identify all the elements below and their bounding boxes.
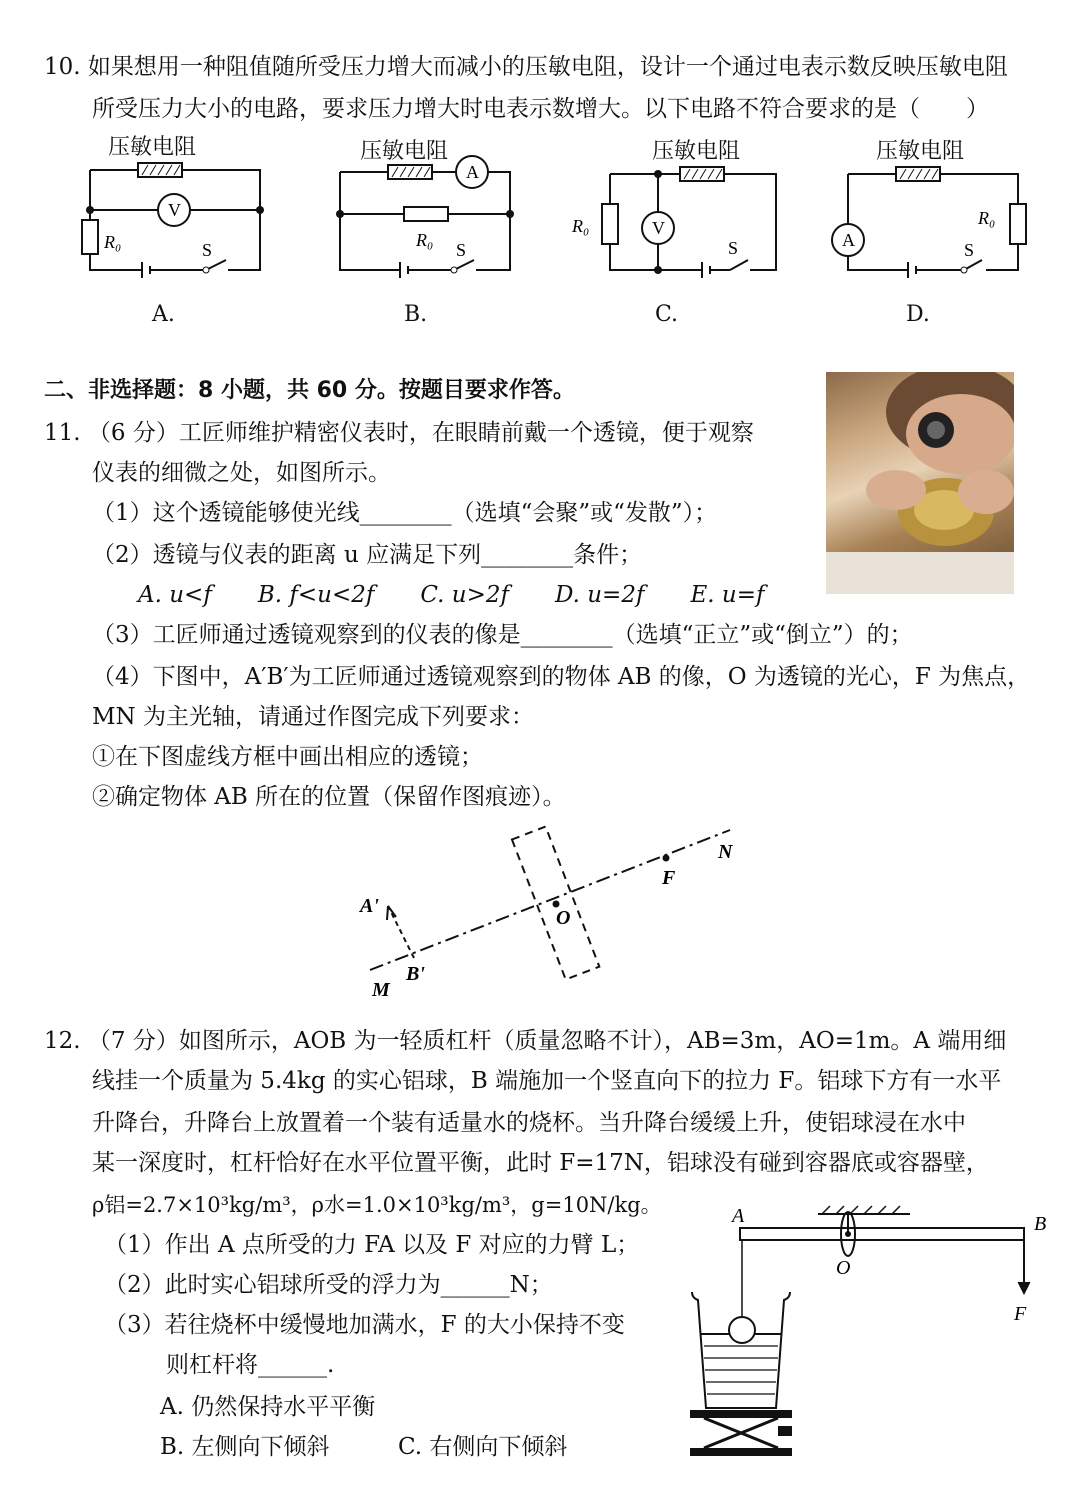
- lens-diagram: [360, 830, 760, 1010]
- circuit-b-diagram: [330, 160, 520, 280]
- switch-s-label: S: [964, 240, 975, 260]
- q12-line3: 升降台，升降台上放置着一个装有适量水的烧杯。当升降台缓缓上升，使铝球浸在水中: [92, 1110, 966, 1136]
- label-b-prime: B': [406, 963, 425, 985]
- option-d: D.: [906, 302, 930, 327]
- switch-s-label: S: [728, 238, 739, 258]
- option-c: C.: [655, 302, 679, 327]
- q12-part1: （1）作出 A 点所受的力 FA 以及 F 对应的力臂 L；: [104, 1232, 640, 1258]
- circuit-d-label: 压敏电阻: [876, 139, 965, 164]
- circuit-c-label: 压敏电阻: [652, 139, 741, 164]
- section-2-title: 二、非选择题：8 小题，共 60 分。按题目要求作答。: [44, 378, 575, 403]
- option-b: B.: [404, 302, 428, 327]
- lever-diagram: [680, 1200, 1070, 1460]
- label-a-prime: A': [360, 895, 379, 917]
- lever-label-f: F: [1014, 1303, 1027, 1325]
- ammeter-a: A: [466, 162, 479, 182]
- circuit-b-label: 压敏电阻: [360, 139, 449, 164]
- q12-part2: （2）此时实心铝球所受的浮力为______N；: [104, 1272, 553, 1298]
- voltmeter-v: V: [652, 218, 665, 238]
- lever-label-b: B: [1034, 1213, 1047, 1235]
- q12-line5: ρ铝=2.7×10³kg/m³，ρ水=1.0×10³kg/m³，g=10N/kg。: [92, 1193, 662, 1217]
- q11-choices: A. u<f B. f<u<2f C. u>2f D. u=2f E. u=f: [138, 582, 765, 608]
- label-o: O: [556, 907, 571, 929]
- q12-option-b: B. 左侧向下倾斜: [160, 1434, 330, 1460]
- circuit-c-diagram: [570, 162, 780, 282]
- circuit-a-diagram: [78, 158, 268, 278]
- label-n: N: [718, 841, 733, 863]
- lever-label-a: A: [732, 1205, 745, 1227]
- q11-req1: ①在下图虚线方框中画出相应的透镜；: [92, 744, 483, 770]
- q12-line1: 12. （7 分）如图所示，AOB 为一轻质杠杆（质量忽略不计），AB=3m，AO=1m。A 端用细: [44, 1028, 1007, 1054]
- label-m: M: [372, 979, 390, 1001]
- r0-label: R₀: [978, 208, 996, 228]
- circuit-d-diagram: [826, 162, 1036, 282]
- q12-part3-b: 则杠杆将______.: [166, 1352, 335, 1378]
- option-a: A.: [152, 302, 175, 327]
- q12-option-c: C. 右侧向下倾斜: [398, 1434, 568, 1460]
- r0-label: R₀: [572, 216, 590, 236]
- q11-req2: ②确定物体 AB 所在的位置（保留作图痕迹）。: [92, 784, 566, 810]
- r0-label: R₀: [416, 230, 434, 250]
- label-f: F: [662, 867, 676, 889]
- circuit-a-label: 压敏电阻: [108, 135, 197, 160]
- q12-line4: 某一深度时，杠杆恰好在水平位置平衡，此时 F=17N，铝球没有碰到容器底或容器壁，: [92, 1150, 989, 1176]
- q11-part1: （1）这个透镜能够使光线________（选填“会聚”或“发散”）；: [92, 500, 718, 526]
- voltmeter-v: V: [168, 200, 181, 220]
- q11-part4-a: （4）下图中，A′B′为工匠师通过透镜观察到的物体 AB 的像，O 为透镜的光心，F 为焦点，: [92, 664, 1031, 690]
- ammeter-a: A: [842, 230, 855, 250]
- q12-line2: 线挂一个质量为 5.4kg 的实心铝球，B 端施加一个竖直向下的拉力 F。铝球下方有一水平: [92, 1068, 1002, 1094]
- switch-s-label: S: [456, 240, 467, 260]
- q11-part2: （2）透镜与仪表的距离 u 应满足下列________条件；: [92, 542, 643, 568]
- q12-part3: （3）若往烧杯中缓慢地加满水，F 的大小保持不变: [104, 1312, 625, 1338]
- craftsman-photo: [826, 372, 1014, 594]
- lever-label-o: O: [836, 1257, 851, 1279]
- q11-part4-b: MN 为主光轴，请通过作图完成下列要求：: [92, 704, 534, 730]
- q10-line2: 所受压力大小的电路，要求压力增大时电表示数增大。以下电路不符合要求的是（ ）: [92, 96, 989, 122]
- r0-label: R₀: [104, 232, 122, 252]
- q12-option-a: A. 仍然保持水平平衡: [160, 1394, 376, 1420]
- q11-line2: 仪表的细微之处，如图所示。: [92, 460, 391, 486]
- q11-part3: （3）工匠师通过透镜观察到的仪表的像是________（选填“正立”或“倒立”）的；: [92, 622, 913, 648]
- q10-line1: 10. 如果想用一种阻值随所受压力增大而减小的压敏电阻，设计一个通过电表示数反映压敏电阻: [44, 54, 1008, 80]
- q11-line1: 11. （6 分）工匠师维护精密仪表时，在眼睛前戴一个透镜，便于观察: [44, 420, 754, 446]
- switch-s-label: S: [202, 240, 213, 260]
